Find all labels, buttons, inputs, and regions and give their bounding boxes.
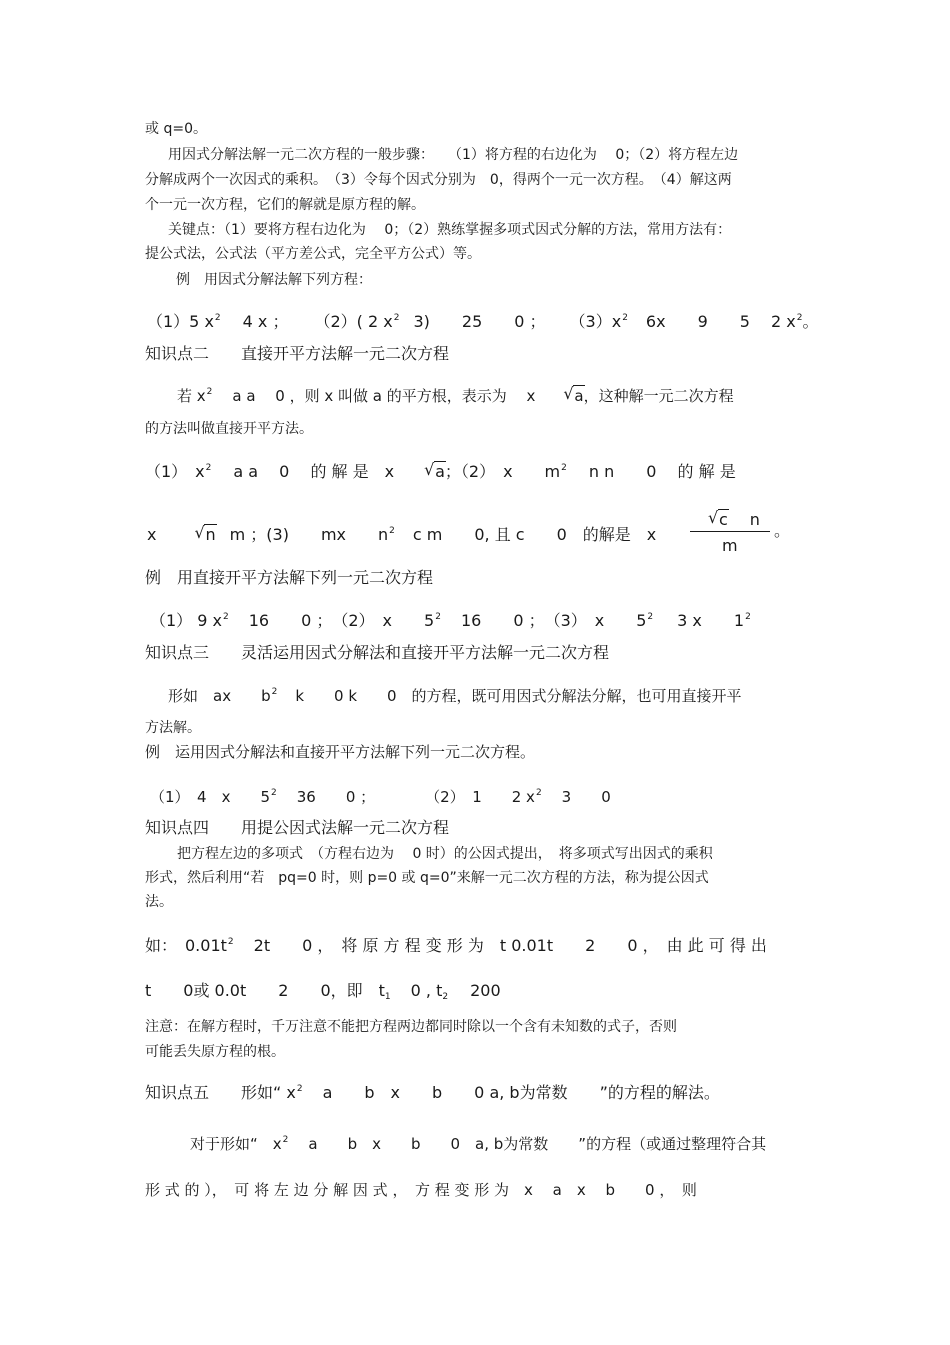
sqrt-symbol: √ a [563, 386, 583, 406]
example-label: 例 运用因式分解法和直接开平方法解下列一元二次方程。 [145, 743, 536, 761]
text-line: 形 式 的 ）， 可 将 左 边 分 解 因 式 ， 方 程 变 形 为 x a x b 0 ， 则 [145, 1181, 697, 1199]
text-line: 方法解。 [145, 720, 201, 736]
text-line: 把方程左边的多项式 （方程右边为 0 时）的公因式提出， 将多项式写出因式的乘积 [177, 846, 713, 862]
example-label: 例 用直接开平方法解下列一元二次方程 [145, 568, 434, 587]
equation-row: 如： $0.01t^2$ 2t 0 ， 将 原 方 程 变 形 为 t 0.01t 2 0 ， 由 此 可 得 出 [145, 936, 767, 955]
fraction-bar [690, 531, 770, 532]
text-line: 用因式分解法解一元二次方程的一般步骤： （1）将方程的右边化为 0；（2）将方程左边 [168, 147, 739, 163]
period: 。 [774, 521, 791, 540]
equation-row: （1） 9 $x^2$ 16 0 ； （2） x $5^2$ 16 0 ； （3） x $5^2$ 3 x $1^2$ [150, 611, 751, 630]
fraction-numerator: √ c n [708, 510, 760, 530]
text-line: 对于形如“ $x^2$ a b x b 0 a, b为常数 ”的方程（或通过整理符合其 [190, 1135, 767, 1153]
section-heading: 知识点二 直接开平方法解一元二次方程 [145, 344, 450, 363]
text-line: 提公式法，公式法（平方差公式，完全平方公式）等。 [145, 246, 481, 262]
text-line: 形如 ax $b^2$ k 0 k 0 的方程，既可用因式分解法分解，也可用直接开平 [168, 687, 742, 705]
text-line: 若 $x^2$ a a 0 ，则 x 叫做 a 的平方根，表示为 x√ a，这种解一元二次方程 [177, 382, 734, 406]
text-line: 分解成两个一次因式的乘积。 （3）令每个因式分别为 0，得两个一元一次方程。 （4）解这两 [145, 172, 732, 188]
note-line: 注意：在解方程时，千万注意不能把方程两边都同时除以一个含有未知数的式子，否则 [145, 1019, 677, 1035]
equation-row: x√ n m ；(3) mx $n^2$ c m 0, 且 c 0 的解是 x [147, 521, 656, 545]
note-line: 可能丢失原方程的根。 [145, 1044, 285, 1060]
text-line: 或 q=0。 [145, 121, 207, 137]
equation-row: （1）5 $x^2$ 4 x ； （2）( 2 $x^2$ 3) 25 0 ； $(3)x^2$ 6x 9 5 2 $x^2$。 [147, 312, 819, 331]
text-line: 形式，然后利用“若 pq=0 时，则 p=0 或 q=0”来解一元二次方程的方法，称为提公因式 [145, 870, 709, 886]
equation-row: t 0或 0.0t 2 0，即 $t_1$ 0 , $t_2$ 200 [145, 981, 501, 1002]
section-heading: 知识点三 灵活运用因式分解法和直接开平方法解一元二次方程 [145, 643, 610, 662]
text-line: 法。 [145, 894, 173, 910]
example-label: 例 用因式分解法解下列方程： [176, 272, 372, 288]
sqrt-symbol: √ n [194, 525, 215, 545]
text-line: 个一元一次方程，它们的解就是原方程的解。 [145, 197, 425, 213]
equation-row: （1） $x^2$ a a 0 的 解 是 x√ a；（2） x $m^2$ n n 0 的 解 是 [145, 458, 736, 482]
fraction-denominator: m [722, 536, 738, 555]
sqrt-symbol: √ a [424, 462, 445, 482]
section-heading: 知识点四 用提公因式法解一元二次方程 [145, 818, 450, 837]
text-line: 关键点：（1）要将方程右边化为 0；（2）熟练掌握多项式因式分解的方法，常用方法有： [168, 222, 732, 238]
equation-row: （1） 4 x $5^2$ 36 0 ； （2） 1 2 $x^2$ 3 0 [150, 788, 611, 806]
section-heading: 知识点五 形如“ $x^2$ a b x b 0 a, b为常数 ”的方程的解法。 [145, 1083, 720, 1102]
text-line: 的方法叫做直接开平方法。 [145, 421, 313, 437]
